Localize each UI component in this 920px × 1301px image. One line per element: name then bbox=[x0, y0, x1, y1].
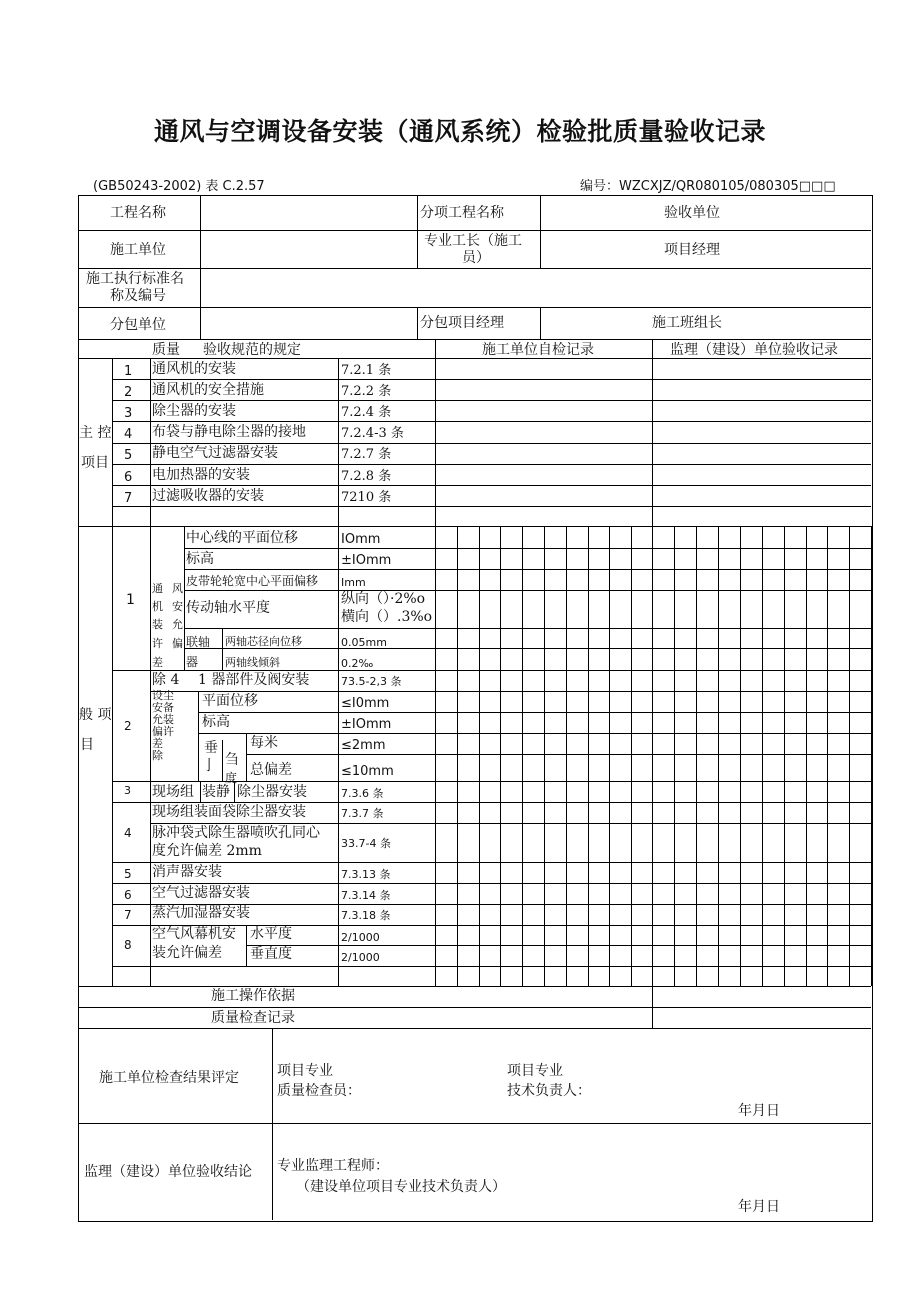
main-item-spec: 7.2.2 条 bbox=[341, 384, 392, 399]
label-operation-basis: 施工操作依据 bbox=[211, 988, 295, 1004]
grid-column-line bbox=[500, 526, 501, 986]
general-item-no: 3 bbox=[124, 784, 131, 797]
grid-column-line bbox=[522, 526, 523, 986]
rule-line bbox=[184, 628, 338, 629]
main-control-label: 主 控 bbox=[79, 425, 112, 441]
general-item-no: 8 bbox=[124, 938, 132, 952]
document-title: 通风与空调设备安装（通风系统）检验批质量验收记录 bbox=[153, 117, 766, 146]
general-item-no: 6 bbox=[124, 888, 132, 902]
grid-column-line bbox=[566, 526, 567, 986]
grid-column-line bbox=[544, 526, 545, 986]
rule-line bbox=[417, 195, 418, 230]
item-elevation: 标高 bbox=[186, 551, 214, 567]
item-g5: 消声器安装 bbox=[152, 864, 222, 880]
spec-g3: 7.3.6 条 bbox=[341, 787, 384, 800]
rule-line bbox=[112, 421, 871, 422]
rule-line bbox=[652, 339, 653, 358]
label-quality-record: 质量检查记录 bbox=[211, 1010, 295, 1026]
main-item-spec: 7210 条 bbox=[341, 490, 392, 505]
grid-column-line bbox=[479, 526, 480, 986]
label-coupling-2: 器 bbox=[186, 655, 199, 669]
rule-line bbox=[246, 733, 247, 781]
grid-column-line bbox=[740, 526, 741, 986]
rule-line bbox=[78, 1028, 871, 1029]
standard-reference: (GB50243-2002) 表 C.2.57 bbox=[93, 179, 265, 194]
rule-line bbox=[198, 691, 199, 781]
item-g4-line3: 度允许偏差 2mm bbox=[152, 843, 262, 859]
rule-line bbox=[272, 1028, 273, 1220]
rule-line bbox=[184, 569, 338, 570]
main-item-no: 2 bbox=[124, 385, 133, 400]
label-verticality-3: 刍 bbox=[225, 752, 239, 768]
item-total-deviation: 总偏差 bbox=[250, 762, 292, 778]
spec-dust-parts: 73.5-2,3 条 bbox=[341, 675, 402, 688]
rule-line bbox=[338, 754, 871, 755]
main-item-spec: 7.2.4 条 bbox=[341, 405, 392, 420]
item-g8: 空气风幕机安 bbox=[152, 926, 236, 942]
dust-group-label: 设尘 安备 允装 偏许 差 除 bbox=[152, 689, 174, 762]
label-acceptance-unit: 验收单位 bbox=[664, 205, 720, 221]
grid-column-line bbox=[696, 526, 697, 986]
grid-column-line bbox=[849, 526, 850, 986]
spec-dust-elevation: ±IOmm bbox=[341, 717, 392, 732]
main-item-spec: 7.2.4-3 条 bbox=[341, 426, 404, 441]
grid-column-line bbox=[827, 526, 828, 986]
rule-line bbox=[112, 862, 871, 863]
item-axis-tilt: 两轴线倾斜 bbox=[225, 656, 280, 669]
rule-line bbox=[652, 986, 653, 1028]
label-team-leader: 施工班组长 bbox=[652, 315, 722, 331]
rule-line bbox=[112, 966, 871, 967]
rule-line bbox=[78, 986, 871, 987]
fan-group-label: 风 bbox=[172, 582, 183, 595]
spec-g8-vertical: 2/1000 bbox=[341, 951, 380, 964]
rule-line bbox=[112, 883, 871, 884]
spec-g4-line1: 7.3.7 条 bbox=[341, 807, 384, 820]
rule-line bbox=[112, 400, 871, 401]
label-foreman: 专业工长（施工 bbox=[424, 233, 522, 249]
fan-group-label: 差 bbox=[152, 656, 163, 669]
label-verticality-4: 度 bbox=[225, 771, 238, 785]
rule-line bbox=[246, 754, 338, 755]
item-g3-a: 现场组 bbox=[152, 784, 194, 800]
grid-column-line bbox=[631, 526, 632, 986]
label-tech-lead: 技术负责人： bbox=[507, 1083, 591, 1099]
item-plane-offset: 平面位移 bbox=[202, 693, 258, 709]
item-dust-parts: 1 器部件及阀安装 bbox=[198, 672, 310, 688]
item-g8-vertical: 垂直度 bbox=[250, 946, 292, 962]
rule-line bbox=[435, 358, 436, 526]
grid-column-line bbox=[435, 526, 436, 986]
spec-center-line: IOmm bbox=[341, 532, 381, 547]
spec-shaft-transverse: 横向（）.3%o bbox=[341, 609, 433, 625]
spec-g6: 7.3.14 条 bbox=[341, 889, 391, 902]
rule-line bbox=[150, 358, 151, 526]
item-axial-offset: 两轴芯径向位移 bbox=[225, 635, 302, 648]
item-g3-c: 除尘器安装 bbox=[237, 784, 307, 800]
rule-line bbox=[112, 379, 871, 380]
grid-column-line bbox=[457, 526, 458, 986]
col-spec: 验收规范的规定 bbox=[203, 342, 301, 358]
spec-axis-tilt: 0.2‰ bbox=[341, 657, 374, 670]
rule-line bbox=[184, 590, 338, 591]
fan-group-label: 装 bbox=[152, 618, 163, 631]
rule-line bbox=[150, 526, 151, 986]
label-exec-standard-2: 称及编号 bbox=[110, 288, 166, 304]
rule-line bbox=[222, 740, 223, 781]
general-item-no: 1 bbox=[126, 592, 135, 608]
rule-line bbox=[150, 691, 338, 692]
main-item-spec: 7.2.7 条 bbox=[341, 447, 392, 462]
rule-line bbox=[150, 823, 338, 824]
grid-column-line bbox=[806, 526, 807, 986]
grid-column-line bbox=[609, 526, 610, 986]
general-item-no: 5 bbox=[124, 867, 132, 881]
label-project-manager: 项目经理 bbox=[664, 242, 720, 258]
rule-line bbox=[112, 358, 113, 526]
grid-column-line bbox=[652, 526, 653, 986]
grid-column-line bbox=[871, 526, 872, 986]
spec-axial-offset: 0.05mm bbox=[341, 636, 387, 649]
label-sub-manager: 分包项目经理 bbox=[420, 315, 504, 331]
main-item-name: 过滤吸收器的安装 bbox=[152, 488, 264, 504]
main-item-name: 通风机的安全措施 bbox=[152, 382, 264, 398]
label-project-pro-1: 项目专业 bbox=[277, 1063, 333, 1079]
grid-column-line bbox=[762, 526, 763, 986]
document-code: 编号：WZCXJZ/QR080105/080305□□□ bbox=[580, 179, 836, 194]
spec-plane-offset: ≤I0mm bbox=[341, 696, 390, 711]
spec-g5: 7.3.13 条 bbox=[341, 868, 391, 881]
label-verticality-2: 亅 bbox=[202, 758, 216, 774]
grid-column-line bbox=[674, 526, 675, 986]
col-self-check: 施工单位自检记录 bbox=[482, 342, 594, 358]
label-exec-standard: 施工执行标准名 bbox=[86, 271, 184, 287]
grid-column-line bbox=[784, 526, 785, 986]
rule-line bbox=[338, 569, 871, 570]
main-item-no: 3 bbox=[124, 406, 133, 421]
fan-group-label: 机 bbox=[152, 600, 163, 613]
rule-line bbox=[78, 230, 871, 231]
date-supervision: 年月日 bbox=[738, 1199, 780, 1215]
rule-line bbox=[78, 1007, 871, 1008]
main-item-spec: 7.2.1 条 bbox=[341, 363, 392, 378]
rule-line bbox=[112, 485, 871, 486]
label-coupling: 联轴 bbox=[186, 635, 211, 649]
rule-line bbox=[540, 195, 541, 230]
rule-line bbox=[112, 526, 113, 986]
item-g4-line2: 脉冲袋式除生器喷吹孔同心 bbox=[152, 825, 320, 841]
item-g4-line1: 现场组装面袋除尘器安装 bbox=[152, 804, 306, 820]
label-sub-project-name: 分项工程名称 bbox=[420, 205, 504, 221]
rule-line bbox=[338, 945, 871, 946]
rule-line bbox=[200, 195, 201, 339]
label-foreman-2: 员） bbox=[462, 250, 490, 266]
main-item-no: 1 bbox=[124, 364, 133, 379]
label-construction-evaluation: 施工单位检查结果评定 bbox=[99, 1070, 239, 1086]
fan-group-label: 许 bbox=[152, 637, 163, 650]
spec-per-meter: ≤2mm bbox=[341, 738, 386, 753]
general-label: 般 项 bbox=[79, 707, 112, 723]
rule-line bbox=[417, 307, 418, 339]
rule-line bbox=[338, 548, 871, 549]
label-project-name: 工程名称 bbox=[110, 205, 166, 221]
item-center-line: 中心线的平面位移 bbox=[186, 530, 298, 546]
col-supervision: 监理（建设）单位验收记录 bbox=[670, 342, 838, 358]
rule-line bbox=[184, 526, 185, 670]
item-g8-2: 装允许偏差 bbox=[152, 945, 222, 961]
fan-group-label: 安 bbox=[172, 600, 183, 613]
rule-line bbox=[652, 358, 653, 526]
rule-line bbox=[112, 443, 871, 444]
rule-line bbox=[200, 781, 201, 802]
grid-column-line bbox=[588, 526, 589, 986]
main-item-no: 7 bbox=[124, 491, 133, 506]
general-item-no: 2 bbox=[124, 719, 132, 733]
label-dust-head: 除 4 bbox=[152, 672, 180, 688]
spec-total-deviation: ≤10mm bbox=[341, 764, 394, 779]
fan-group-label: 偏 bbox=[172, 637, 183, 650]
label-project-pro-2: 项目专业 bbox=[507, 1063, 563, 1079]
rule-line bbox=[540, 307, 541, 339]
item-g7: 蒸汽加湿器安装 bbox=[152, 905, 250, 921]
rule-line bbox=[112, 506, 871, 507]
spec-g8-level: 2/1000 bbox=[341, 931, 380, 944]
col-quality: 质量 bbox=[152, 342, 180, 358]
main-item-no: 4 bbox=[124, 427, 133, 442]
main-item-name: 除尘器的安装 bbox=[152, 403, 236, 419]
fan-group-label: 允 bbox=[172, 618, 183, 631]
label-quality-inspector: 质量检查员： bbox=[277, 1083, 361, 1099]
spec-pulley-offset: Imm bbox=[341, 576, 366, 589]
label-verticality: 垂 bbox=[204, 740, 218, 756]
rule-line bbox=[338, 712, 871, 713]
label-subcontractor: 分包单位 bbox=[110, 317, 166, 333]
rule-line bbox=[78, 307, 871, 308]
rule-line bbox=[78, 339, 871, 340]
main-item-no: 5 bbox=[124, 448, 133, 463]
rule-line bbox=[540, 230, 541, 268]
general-item-no: 7 bbox=[124, 908, 132, 922]
rule-line bbox=[112, 802, 871, 803]
main-item-spec: 7.2.8 条 bbox=[341, 469, 392, 484]
rule-line bbox=[198, 712, 338, 713]
item-g3-b: 装静 bbox=[202, 784, 230, 800]
rule-line bbox=[78, 526, 871, 527]
rule-line bbox=[338, 358, 339, 526]
general-label-2: 目 bbox=[80, 737, 94, 753]
rule-line bbox=[78, 268, 871, 269]
rule-line bbox=[338, 628, 871, 629]
rule-line bbox=[338, 526, 339, 986]
item-shaft-level: 传动轴水平度 bbox=[186, 600, 270, 616]
label-construction-unit: 施工单位 bbox=[110, 242, 166, 258]
grid-column-line bbox=[718, 526, 719, 986]
label-sup-engineer: 专业监理工程师： bbox=[277, 1158, 389, 1174]
item-per-meter: 每米 bbox=[250, 735, 278, 751]
rule-line bbox=[112, 464, 871, 465]
rule-line bbox=[417, 230, 418, 268]
item-pulley-offset: 皮带轮轮宽中心平面偏移 bbox=[186, 574, 319, 588]
spec-shaft-longitudinal: 纵向（）·2%o bbox=[341, 591, 426, 607]
fan-group-label: 通 bbox=[152, 582, 163, 595]
rule-line bbox=[338, 823, 871, 824]
spec-g7: 7.3.18 条 bbox=[341, 909, 391, 922]
rule-line bbox=[338, 648, 871, 649]
item-g8-level: 水平度 bbox=[250, 926, 292, 942]
rule-line bbox=[222, 628, 223, 670]
rule-line bbox=[338, 691, 871, 692]
item-g6: 空气过滤器安装 bbox=[152, 885, 250, 901]
main-item-name: 静电空气过滤器安装 bbox=[152, 445, 278, 461]
label-sup-note: （建设单位项目专业技术负责人） bbox=[296, 1179, 506, 1195]
main-item-name: 通风机的安装 bbox=[152, 361, 236, 377]
main-item-name: 布袋与静电除尘器的接地 bbox=[152, 424, 306, 440]
item-dust-elevation: 标高 bbox=[202, 714, 230, 730]
rule-line bbox=[184, 548, 338, 549]
label-supervision-conclusion: 监理（建设）单位验收结论 bbox=[84, 1164, 252, 1180]
rule-line bbox=[435, 339, 436, 358]
date-construction: 年月日 bbox=[738, 1103, 780, 1119]
spec-elevation: ±IOmm bbox=[341, 553, 392, 568]
spec-g4-line2: 33.7-4 条 bbox=[341, 837, 391, 850]
rule-line bbox=[198, 733, 338, 734]
main-item-name: 电加热器的安装 bbox=[152, 467, 250, 483]
general-item-no: 4 bbox=[124, 826, 132, 840]
main-item-no: 6 bbox=[124, 470, 133, 485]
rule-line bbox=[338, 733, 871, 734]
rule-line bbox=[78, 1123, 871, 1124]
main-control-label-2: 项目 bbox=[81, 455, 109, 471]
